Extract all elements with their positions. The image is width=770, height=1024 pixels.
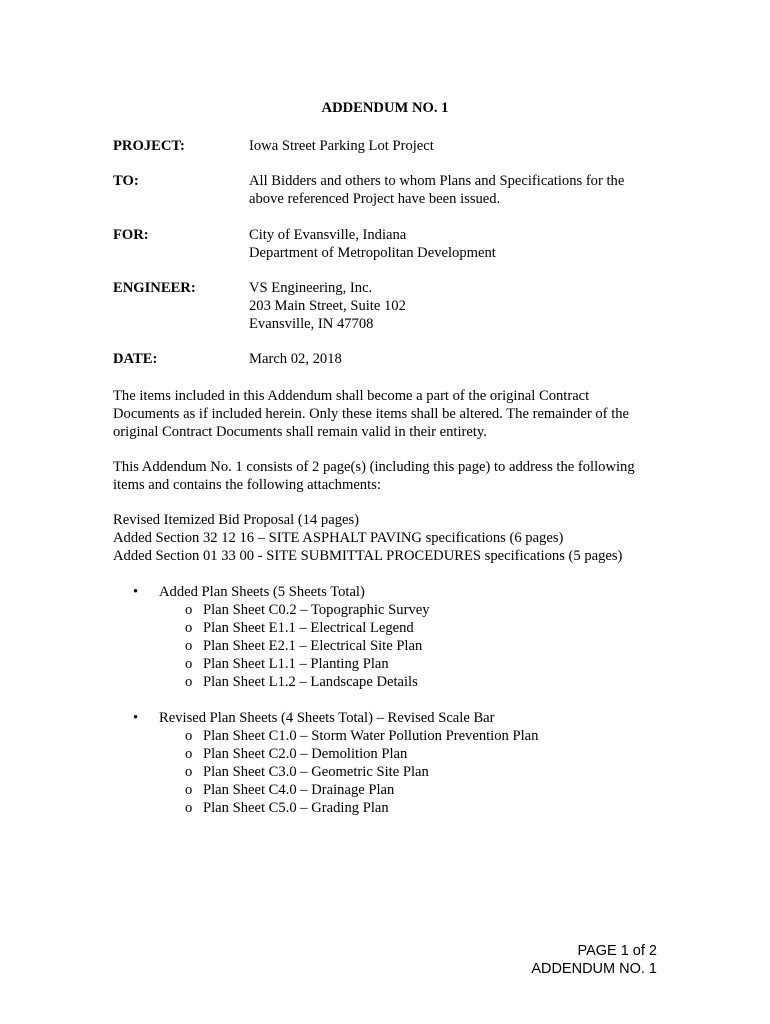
- project-value-line: Iowa Street Parking Lot Project: [249, 138, 434, 154]
- to-value-line: All Bidders and others to whom Plans and Specifications for the: [249, 173, 625, 189]
- revised-sheets-list: [113, 709, 663, 819]
- plan-sheet-item: Plan Sheet E1.1 – Electrical Legend: [203, 620, 414, 636]
- for-value-line: Department of Metropolitan Development: [249, 245, 496, 261]
- plan-sheet-item: Plan Sheet L1.2 – Landscape Details: [203, 674, 418, 690]
- footer-doc-title: ADDENDUM NO. 1: [531, 961, 657, 977]
- plan-sheet-item: Plan Sheet L1.1 – Planting Plan: [203, 656, 389, 672]
- circle-bullet-icon: o: [185, 728, 193, 744]
- circle-bullet-icon: o: [185, 620, 193, 636]
- plan-sheet-item: Plan Sheet C5.0 – Grading Plan: [203, 800, 389, 816]
- to-value: [249, 172, 669, 208]
- to-value-line: above referenced Project have been issued.: [249, 191, 501, 207]
- bullet-icon: •: [133, 584, 139, 600]
- paragraph-line: Documents as if included herein. Only these items shall be altered. The remainder of the: [113, 406, 630, 422]
- date-value: [249, 350, 669, 368]
- circle-bullet-icon: o: [185, 782, 193, 798]
- attachment-item: Revised Itemized Bid Proposal (14 pages): [113, 512, 360, 528]
- date-value-line: March 02, 2018: [249, 351, 342, 367]
- plan-sheet-item: Plan Sheet C0.2 – Topographic Survey: [203, 602, 430, 618]
- intro-paragraph: [113, 387, 663, 441]
- plan-sheet-item: Plan Sheet C3.0 – Geometric Site Plan: [203, 764, 429, 780]
- bullet-icon: •: [133, 710, 139, 726]
- project-value: [249, 137, 669, 155]
- page-number: PAGE 1 of 2: [577, 943, 657, 959]
- attachments-list: [113, 511, 663, 565]
- document-title: ADDENDUM NO. 1: [321, 100, 449, 116]
- circle-bullet-icon: o: [185, 764, 193, 780]
- engineer-value: [249, 279, 669, 333]
- plan-sheet-item: Plan Sheet C1.0 – Storm Water Pollution Prevention Plan: [203, 728, 539, 744]
- project-label: PROJECT:: [113, 138, 185, 154]
- paragraph-line: items and contains the following attachments:: [113, 477, 381, 493]
- for-label: FOR:: [113, 227, 149, 243]
- engineer-label: ENGINEER:: [113, 280, 196, 296]
- paragraph-line: original Contract Documents shall remain valid in their entirety.: [113, 424, 487, 440]
- for-value: [249, 226, 669, 262]
- circle-bullet-icon: o: [185, 800, 193, 816]
- plan-sheet-item: Plan Sheet E2.1 – Electrical Site Plan: [203, 638, 423, 654]
- page-footer: [531, 942, 657, 978]
- circle-bullet-icon: o: [185, 746, 193, 762]
- circle-bullet-icon: o: [185, 638, 193, 654]
- engineer-value-line: Evansville, IN 47708: [249, 316, 374, 332]
- engineer-value-line: 203 Main Street, Suite 102: [249, 298, 406, 314]
- plan-sheet-item: Plan Sheet C2.0 – Demolition Plan: [203, 746, 408, 762]
- for-value-line: City of Evansville, Indiana: [249, 227, 407, 243]
- date-label: DATE:: [113, 351, 158, 367]
- added-sheets-heading: Added Plan Sheets (5 Sheets Total): [159, 584, 365, 600]
- circle-bullet-icon: o: [185, 656, 193, 672]
- paragraph-line: This Addendum No. 1 consists of 2 page(s) (including this page) to address the following: [113, 459, 635, 475]
- attachment-item: Added Section 01 33 00 - SITE SUBMITTAL PROCEDURES specifications (5 pages): [113, 548, 623, 564]
- to-label: TO:: [113, 173, 139, 189]
- circle-bullet-icon: o: [185, 674, 193, 690]
- attachment-item: Added Section 32 12 16 – SITE ASPHALT PAVING specifications (6 pages): [113, 530, 564, 546]
- revised-sheets-heading: Revised Plan Sheets (4 Sheets Total) – Revised Scale Bar: [159, 710, 495, 726]
- plan-sheet-item: Plan Sheet C4.0 – Drainage Plan: [203, 782, 395, 798]
- paragraph-line: The items included in this Addendum shall become a part of the original Contract: [113, 388, 590, 404]
- scope-paragraph: [113, 458, 663, 494]
- circle-bullet-icon: o: [185, 602, 193, 618]
- engineer-value-line: VS Engineering, Inc.: [249, 280, 373, 296]
- added-sheets-list: [113, 583, 663, 693]
